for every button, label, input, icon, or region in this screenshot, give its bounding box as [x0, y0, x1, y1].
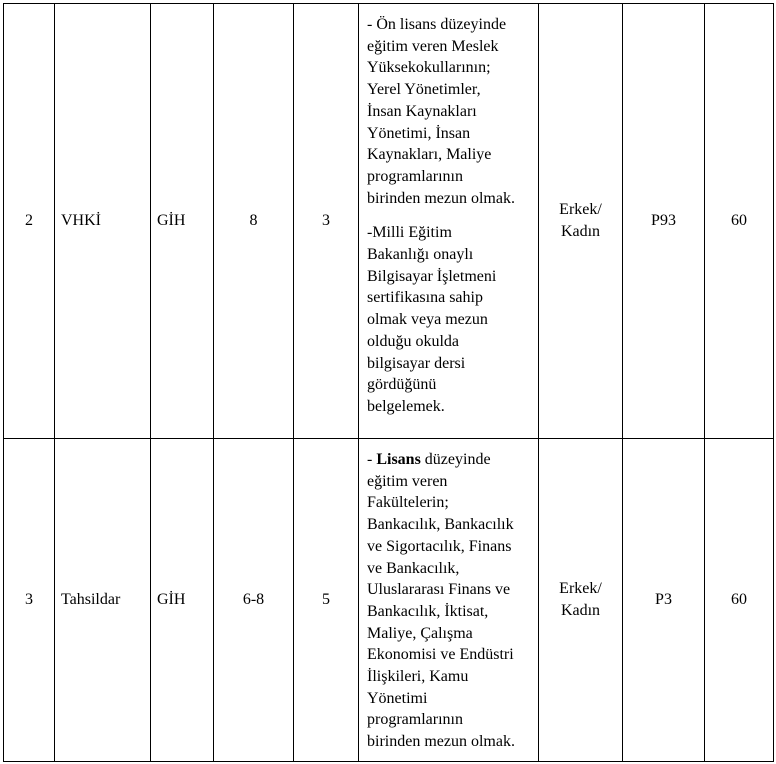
requirement-line: programlarının: [367, 711, 463, 729]
requirement-line: olmak veya mezun: [367, 311, 488, 329]
requirement-line: Yönetimi: [367, 689, 428, 707]
requirement-line: ve Sigortacılık, Finans: [367, 537, 512, 555]
kpss-score-type: P93: [623, 4, 705, 439]
requirement-line: Bankacılık, Bankacılık: [367, 516, 514, 534]
requirement-line: İlişkileri, Kamu: [367, 668, 469, 686]
requirement-line: Fakültelerin;: [367, 494, 449, 512]
requirement-line: [367, 449, 534, 471]
table-row: [4, 4, 774, 439]
requirement-line: Yönetimi, İnsan: [367, 124, 471, 142]
requirement-line: - Ön lisans düzeyinde: [367, 16, 507, 33]
kpss-score-type: P3: [623, 439, 705, 762]
requirement-line: sertifikasına sahip: [367, 289, 483, 307]
row-number: 3: [4, 439, 55, 762]
requirements-cell: [359, 439, 539, 762]
requirement-line: Ekonomisi ve Endüstri: [367, 646, 514, 664]
requirement-line: belgelemek.: [367, 397, 445, 415]
position-count: 3: [294, 4, 359, 439]
requirement-line: ve Bankacılık,: [367, 559, 460, 577]
grade: 8: [214, 4, 294, 439]
requirement-line: Bakanlığı onaylı: [367, 246, 474, 264]
requirement-line: Uluslararası Finans ve: [367, 581, 511, 599]
requirement-line: birinden mezun olmak.: [367, 189, 515, 207]
requirement-line: -Milli Eğitim: [367, 224, 452, 242]
requirement-line: Yerel Yönetimler,: [367, 81, 481, 99]
minimum-score: 60: [705, 439, 774, 762]
requirement-line: Yüksekokullarının;: [367, 59, 491, 77]
position-title: VHKİ: [55, 4, 151, 439]
requirement-line: Bilgisayar İşletmeni: [367, 267, 497, 285]
gender-line: Kadın: [560, 223, 601, 240]
gender-line: Kadın: [560, 601, 601, 619]
requirement-dash: -: [367, 451, 377, 468]
requirement-line: eğitim veren Meslek: [367, 37, 499, 55]
service-class: GİH: [151, 439, 214, 762]
requirement-line: bilgisayar dersi: [367, 354, 466, 372]
gender-cell: [539, 439, 623, 762]
requirement-line: olduğu okulda: [367, 332, 459, 350]
position-title: Tahsildar: [55, 439, 151, 762]
requirement-paragraph: [367, 14, 534, 209]
requirement-line: eğitim veren: [367, 472, 448, 490]
requirement-line: Maliye, Çalışma: [367, 624, 473, 642]
row-number: 2: [4, 4, 55, 439]
requirement-paragraph: [367, 449, 534, 753]
grade: 6-8: [214, 439, 294, 762]
requirements-cell: [359, 4, 539, 439]
requirement-line: birinden mezun olmak.: [367, 733, 515, 751]
education-level: Lisans: [376, 451, 421, 468]
position-count: 5: [294, 439, 359, 762]
requirement-line: programlarının: [367, 167, 463, 185]
gender-cell: [539, 4, 623, 439]
minimum-score: 60: [705, 4, 774, 439]
requirement-line: Bankacılık, İktisat,: [367, 602, 489, 620]
table-row: [4, 439, 774, 762]
service-class: GİH: [151, 4, 214, 439]
requirement-line: İnsan Kaynakları: [367, 102, 477, 120]
requirement-line: gördüğünü: [367, 376, 437, 394]
requirement-paragraph: [367, 222, 534, 417]
requirement-line: Kaynakları, Maliye: [367, 146, 492, 164]
requirement-text: düzeyinde: [420, 451, 491, 468]
gender-line: Erkek/: [559, 580, 602, 598]
positions-table: [3, 3, 774, 762]
gender-line: Erkek/: [559, 201, 602, 219]
